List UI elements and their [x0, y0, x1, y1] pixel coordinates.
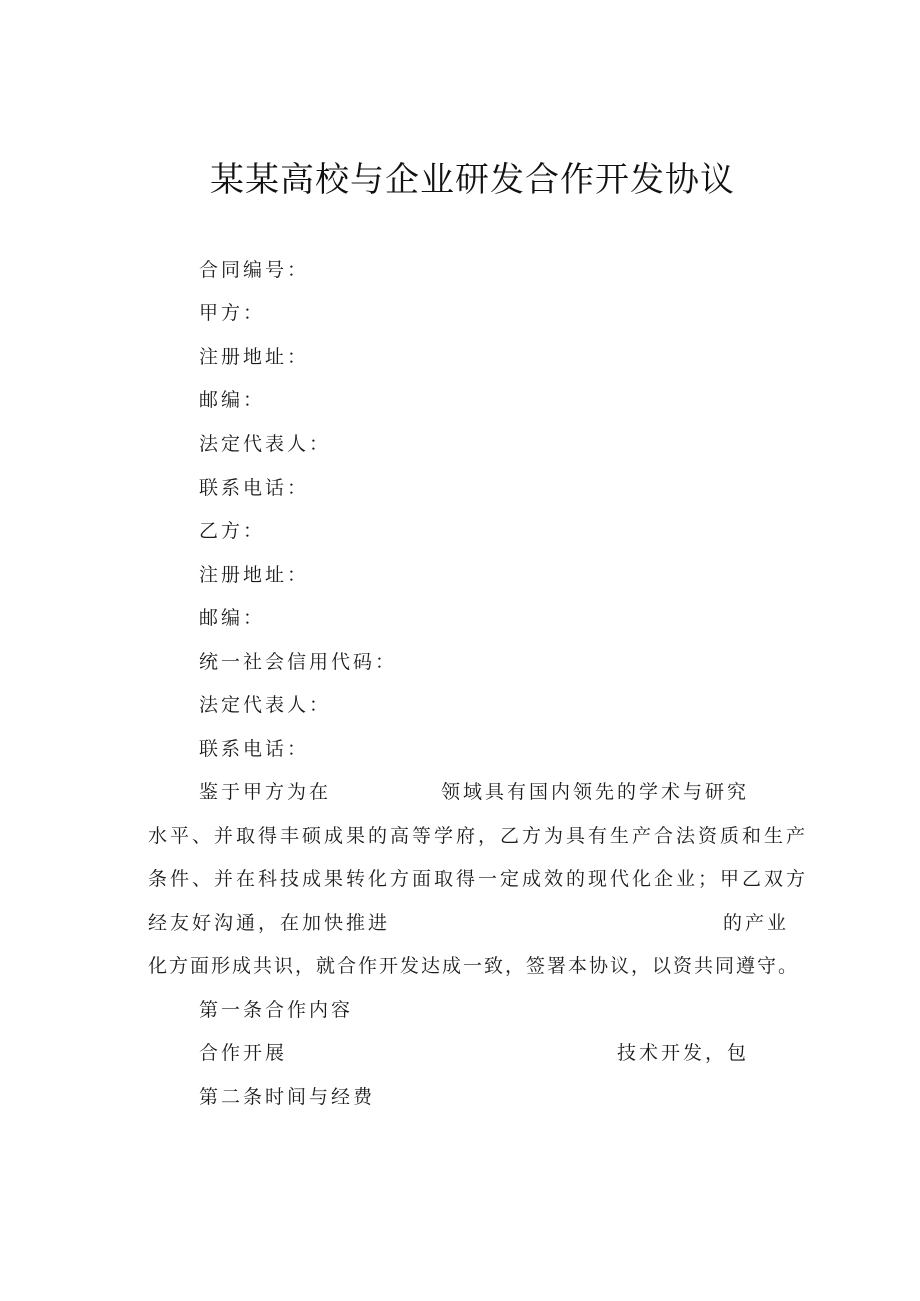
article1-heading: 第一条合作内容 [199, 999, 354, 1021]
article1-line1-start: 合作开展 [199, 1042, 288, 1064]
preamble-line4-start: 经友好沟通，在加快推进 [148, 912, 391, 934]
party-a-postcode-label: 邮编： [199, 389, 266, 411]
party-a-address-label: 注册地址： [199, 346, 310, 368]
preamble-line1-end: 领域具有国内领先的学术与研究 [441, 781, 750, 803]
preamble-line4-end: 的产业 [723, 912, 790, 934]
preamble-line3: 条件、并在科技成果转化方面取得一定成效的现代化企业；甲乙双方 [148, 868, 809, 890]
party-a-phone-label: 联系电话： [199, 477, 310, 499]
party-a-label: 甲方： [199, 302, 266, 324]
preamble-line1-start: 鉴于甲方为在 [199, 781, 332, 803]
contract-number-label: 合同编号： [199, 259, 310, 281]
party-b-phone-label: 联系电话： [199, 738, 310, 760]
party-a-legal-rep-label: 法定代表人： [199, 433, 332, 455]
party-b-postcode-label: 邮编： [199, 607, 266, 629]
party-b-credit-code-label: 统一社会信用代码： [199, 651, 398, 673]
party-b-legal-rep-label: 法定代表人： [199, 694, 332, 716]
preamble-line5: 化方面形成共识，就合作开发达成一致，签署本协议，以资共同遵守。 [148, 955, 800, 977]
article2-heading: 第二条时间与经费 [199, 1086, 376, 1108]
party-b-label: 乙方： [199, 520, 266, 542]
document-title: 某某高校与企业研发合作开发协议 [210, 160, 735, 200]
party-b-address-label: 注册地址： [199, 564, 310, 586]
article1-line1-end: 技术开发，包 [617, 1042, 750, 1064]
preamble-line2: 水平、并取得丰硕成果的高等学府，乙方为具有生产合法资质和生产 [148, 825, 809, 847]
